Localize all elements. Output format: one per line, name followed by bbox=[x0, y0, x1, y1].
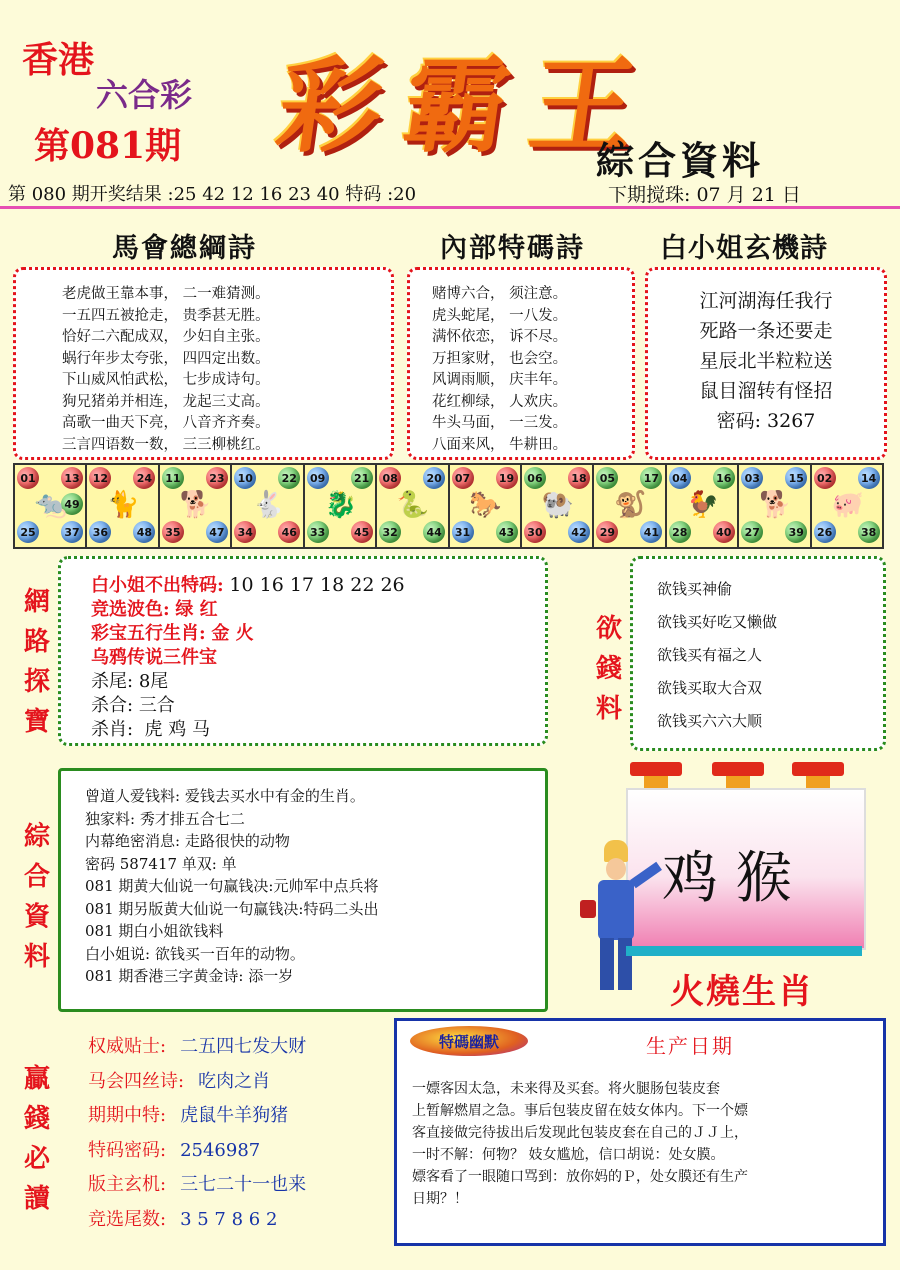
number-ball: 01 bbox=[17, 467, 39, 489]
number-ball: 20 bbox=[423, 467, 445, 489]
number-ball: 08 bbox=[379, 467, 401, 489]
joke-line: 日期？！ bbox=[412, 1191, 468, 1207]
zodiac-cell bbox=[232, 465, 302, 547]
number-ball: 49 bbox=[61, 493, 83, 515]
poem-line: 一五四五被抢走， 贵季甚无胜。 bbox=[62, 307, 270, 324]
money-box bbox=[630, 556, 886, 751]
number-ball: 35 bbox=[162, 521, 184, 543]
painter-icon bbox=[580, 840, 650, 1000]
number-ball: 29 bbox=[596, 521, 618, 543]
joke-line: 一嫖客因太急，未来得及买套。将火腿肠包装皮套 bbox=[412, 1081, 720, 1097]
must-read-row bbox=[88, 1134, 306, 1169]
joke-line: 一时不解：何物？ 妓女尴尬，信口胡说：处女膜。 bbox=[412, 1147, 725, 1163]
joke-line: 嫖客看了一眼随口骂到：放你妈的Ｐ，处女膜还有生产 bbox=[412, 1169, 748, 1185]
poem-line: 死路一条还要走 bbox=[699, 320, 833, 342]
vertical-label-char: 合 bbox=[23, 862, 50, 892]
kill-zodiac-label: 杀肖: bbox=[91, 719, 134, 740]
number-ball: 47 bbox=[206, 521, 228, 543]
poem-line: 鼠目溜转有怪招 bbox=[699, 380, 833, 402]
summary-item: 内幕绝密消息: 走路很快的动物 bbox=[85, 832, 290, 850]
must-read-list bbox=[88, 1030, 306, 1237]
number-ball: 44 bbox=[423, 521, 445, 543]
joke-line: 上暂解燃眉之急。事后包装皮留在妓女体内。下一个嫖 bbox=[412, 1103, 748, 1119]
monkey-icon: 🐒 bbox=[614, 490, 647, 520]
joke-badge-text: 特碼幽默 bbox=[438, 1032, 499, 1051]
poem-line: 蜗行年步太夸张， 四四定出数。 bbox=[62, 350, 270, 367]
number-ball: 45 bbox=[351, 521, 373, 543]
number-ball: 21 bbox=[351, 467, 373, 489]
number-ball: 46 bbox=[278, 521, 300, 543]
poem-line: 老虎做王靠本事， 二一难猜测。 bbox=[62, 286, 270, 302]
number-ball: 32 bbox=[379, 521, 401, 543]
number-ball: 23 bbox=[206, 467, 228, 489]
vertical-label-char: 綜 bbox=[23, 822, 50, 852]
poem-line: 风调雨顺， 庆丰年。 bbox=[432, 372, 568, 388]
number-ball: 34 bbox=[234, 521, 256, 543]
poem-line: 星辰北半粒粒送 bbox=[699, 350, 833, 372]
vertical-label-char: 欲 bbox=[595, 614, 622, 644]
number-ball: 14 bbox=[858, 467, 880, 489]
number-ball: 39 bbox=[785, 521, 807, 543]
rabbit-icon: 🐇 bbox=[252, 490, 285, 520]
poem-box-2 bbox=[407, 267, 635, 460]
number-ball: 28 bbox=[669, 521, 691, 543]
poem-line: 狗兄猪弟并相连， 龙起三丈高。 bbox=[62, 393, 270, 410]
poem-line: 满怀依恋， 诉不尽。 bbox=[432, 329, 568, 345]
vertical-label-char: 資 bbox=[23, 902, 50, 932]
poem-line: 牛头马面， 一三发。 bbox=[432, 415, 568, 431]
five-elements-value: 金 火 bbox=[211, 623, 254, 644]
number-ball: 41 bbox=[640, 521, 662, 543]
money-item: 欲钱买六六大顺 bbox=[657, 712, 763, 730]
must-read-key: 期期中特: bbox=[88, 1105, 167, 1126]
must-read-value: 三七二十一也来 bbox=[180, 1174, 307, 1195]
poem-line: 虎头蛇尾， 一八发。 bbox=[432, 307, 568, 324]
vertical-label-char: 錢 bbox=[595, 654, 622, 684]
summary-item: 081 期白小姐欲钱料 bbox=[85, 922, 224, 940]
poem-line: 三言四语数一数， 三三柳桃红。 bbox=[62, 436, 270, 453]
number-ball: 09 bbox=[307, 467, 329, 489]
vertical-label-char: 寶 bbox=[23, 707, 50, 737]
poem-box-1 bbox=[13, 267, 394, 460]
number-ball: 12 bbox=[89, 467, 111, 489]
must-read-row bbox=[88, 1065, 306, 1100]
pig-icon: 🐖 bbox=[831, 490, 864, 520]
must-read-key: 竞选尾数: bbox=[88, 1208, 167, 1230]
number-ball: 18 bbox=[568, 467, 590, 489]
money-item: 欲钱买有福之人 bbox=[657, 646, 763, 664]
joke-body bbox=[412, 1078, 748, 1210]
number-ball: 33 bbox=[307, 521, 329, 543]
poem-line: 赌博六合， 须注意。 bbox=[432, 286, 568, 302]
number-ball: 48 bbox=[133, 521, 155, 543]
poem-line: 下山威风怕武松， 七步成诗句。 bbox=[62, 372, 270, 388]
vertical-label-char: 必 bbox=[23, 1144, 50, 1174]
kill-tail-value: 8尾 bbox=[138, 671, 169, 692]
must-read-row bbox=[88, 1030, 306, 1065]
vertical-label-char: 贏 bbox=[23, 1064, 50, 1094]
summary-item: 白小姐说: 欲钱买一百年的动物。 bbox=[85, 944, 305, 963]
fire-zodiac-caption: 火燒生肖 bbox=[670, 972, 814, 1012]
net-treasure-box bbox=[58, 556, 548, 746]
vertical-label-char: 讀 bbox=[23, 1184, 50, 1214]
must-read-row bbox=[88, 1099, 306, 1134]
joke-line: 客直接做完待拔出后发现此包装皮套在自己的ＪＪ上， bbox=[412, 1125, 748, 1141]
zodiac-cell bbox=[377, 465, 447, 547]
number-ball: 42 bbox=[568, 521, 590, 543]
rooster-icon: 🐓 bbox=[686, 490, 719, 520]
dragon-icon: 🐉 bbox=[324, 490, 357, 520]
number-ball: 37 bbox=[61, 521, 83, 543]
must-read-key: 权威贴士: bbox=[88, 1036, 167, 1057]
zodiac-cell bbox=[160, 465, 230, 547]
number-ball: 16 bbox=[713, 467, 735, 489]
poem-heading-3: 白小姐玄機詩 bbox=[660, 233, 828, 264]
must-read-key: 特码密码: bbox=[88, 1139, 167, 1161]
poem-line: 万担家财， 也会空。 bbox=[432, 350, 568, 367]
must-read-row bbox=[88, 1203, 306, 1238]
no-special-value: 10 16 17 18 22 26 bbox=[229, 574, 405, 596]
money-item: 欲钱买好吃又懒做 bbox=[657, 613, 778, 631]
kill-tail-label: 杀尾: bbox=[91, 671, 134, 692]
number-ball: 02 bbox=[814, 467, 836, 489]
number-ball: 27 bbox=[741, 521, 763, 543]
summary-item: 密码 587417 单双: 单 bbox=[85, 854, 237, 873]
zodiac-cell bbox=[15, 465, 85, 547]
money-item: 欲钱买神偷 bbox=[657, 580, 733, 598]
summary-item: 081 期香港三字黄金诗: 添一岁 bbox=[85, 967, 294, 985]
horse-icon: 🐎 bbox=[469, 490, 502, 520]
poem-heading-1: 馬會總綱詩 bbox=[112, 233, 257, 264]
brand-hk: 香港 bbox=[22, 39, 95, 81]
summary-item: 独家料: 秀才排五合七二 bbox=[85, 809, 245, 828]
zodiac-number-table bbox=[13, 463, 884, 549]
joke-title: 生产日期 bbox=[646, 1034, 734, 1058]
must-read-value: 吃肉之肖 bbox=[198, 1070, 271, 1092]
zodiac-cell bbox=[450, 465, 520, 547]
must-read-value: 2546987 bbox=[180, 1139, 261, 1161]
must-read-key: 马会四丝诗: bbox=[88, 1070, 185, 1092]
must-read-value: 虎鼠牛羊狗猪 bbox=[180, 1105, 289, 1126]
number-ball: 05 bbox=[596, 467, 618, 489]
number-ball: 03 bbox=[741, 467, 763, 489]
number-ball: 07 bbox=[452, 467, 474, 489]
number-ball: 36 bbox=[89, 521, 111, 543]
kill-combo-label: 杀合: bbox=[91, 695, 134, 716]
summary-label bbox=[20, 820, 54, 980]
page-subtitle: 綜合資料 bbox=[596, 138, 765, 183]
joke-badge bbox=[410, 1026, 528, 1056]
poem-heading-2: 內部特碼詩 bbox=[440, 233, 585, 264]
number-ball: 06 bbox=[524, 467, 546, 489]
number-ball: 19 bbox=[496, 467, 518, 489]
zodiac-cell bbox=[522, 465, 592, 547]
number-ball: 04 bbox=[669, 467, 691, 489]
number-ball: 40 bbox=[713, 521, 735, 543]
poem-line: 江河湖海任我行 bbox=[699, 290, 833, 312]
zodiac-cell bbox=[667, 465, 737, 547]
number-ball: 10 bbox=[234, 467, 256, 489]
number-ball: 26 bbox=[814, 521, 836, 543]
zodiac-cell bbox=[87, 465, 157, 547]
fire-zodiac-board-text: 鸡 猴 bbox=[662, 846, 792, 911]
number-ball: 13 bbox=[61, 467, 83, 489]
number-ball: 43 bbox=[496, 521, 518, 543]
summary-box bbox=[58, 768, 548, 1012]
money-label bbox=[592, 612, 626, 732]
money-item: 欲钱买取大合双 bbox=[657, 679, 763, 697]
brand-lhc: 六合彩 bbox=[96, 76, 193, 114]
number-ball: 25 bbox=[17, 521, 39, 543]
vertical-label-char: 網 bbox=[23, 587, 50, 617]
net-treasure-label bbox=[20, 585, 54, 745]
poem-line: 八面来风， 牛耕田。 bbox=[432, 436, 568, 453]
number-ball: 11 bbox=[162, 467, 184, 489]
poem-line: 恰好二六配成双， 少妇自主张。 bbox=[62, 329, 270, 345]
number-ball: 31 bbox=[452, 521, 474, 543]
last-result: 第 080 期开奖结果 :25 42 12 16 23 40 特码 :20 bbox=[8, 184, 417, 205]
poem-1-lines bbox=[62, 284, 391, 456]
vertical-label-char: 錢 bbox=[23, 1104, 50, 1134]
snake-icon: 🐍 bbox=[396, 490, 430, 520]
number-ball: 17 bbox=[640, 467, 662, 489]
five-elements-label: 彩宝五行生肖: bbox=[91, 623, 206, 644]
must-read-key: 版主玄机: bbox=[88, 1174, 167, 1195]
crow-legend: 乌鸦传说三件宝 bbox=[91, 647, 217, 668]
number-ball: 30 bbox=[524, 521, 546, 543]
vertical-label-char: 路 bbox=[23, 627, 50, 657]
no-special-label: 白小姐不出特码: bbox=[91, 575, 224, 596]
zodiac-cell bbox=[812, 465, 882, 547]
sheep-icon: 🐏 bbox=[541, 490, 575, 520]
rat-icon: 🐀 bbox=[34, 490, 68, 520]
issue-number: 第081期 bbox=[34, 125, 182, 167]
vertical-label-char: 料 bbox=[23, 942, 50, 972]
zodiac-cell bbox=[594, 465, 664, 547]
must-read-row bbox=[88, 1168, 306, 1203]
dog2-icon: 🐕 bbox=[759, 490, 792, 520]
number-ball: 15 bbox=[785, 467, 807, 489]
summary-item: 081 期另版黄大仙说一句赢钱决:特码二头出 bbox=[85, 899, 379, 918]
dog-icon: 🐕 bbox=[179, 490, 213, 520]
poem-line: 高歌一曲天下亮， 八音齐齐奏。 bbox=[62, 415, 270, 431]
zodiac-cell bbox=[305, 465, 375, 547]
summary-item: 081 期黄大仙说一句赢钱决:元帅军中点兵将 bbox=[85, 877, 379, 895]
poem-line: 花红柳绿， 人欢庆。 bbox=[432, 393, 568, 410]
kill-combo-value: 三合 bbox=[138, 695, 175, 716]
kill-zodiac-value: 虎 鸡 马 bbox=[144, 719, 210, 740]
number-ball: 22 bbox=[278, 467, 300, 489]
number-ball: 24 bbox=[133, 467, 155, 489]
must-read-value: 3 5 7 8 6 2 bbox=[180, 1208, 278, 1230]
zodiac-cell bbox=[739, 465, 809, 547]
must-read-label bbox=[20, 1062, 54, 1222]
header-divider bbox=[0, 206, 900, 209]
page-title: 彩霸王 bbox=[270, 44, 666, 167]
vertical-label-char: 探 bbox=[23, 667, 50, 697]
cat-icon: 🐈 bbox=[107, 490, 140, 520]
wave-color-value: 绿 红 bbox=[175, 599, 218, 620]
vertical-label-char: 料 bbox=[595, 694, 622, 724]
poem-line: 密码: 3267 bbox=[716, 410, 816, 432]
wave-color-label: 竞选波色: bbox=[91, 599, 170, 620]
poem-box-3 bbox=[645, 267, 887, 460]
summary-item: 曾道人爱钱料: 爱钱去买水中有金的生肖。 bbox=[85, 787, 365, 805]
number-ball: 38 bbox=[858, 521, 880, 543]
must-read-value: 二五四七发大财 bbox=[180, 1036, 307, 1057]
next-draw-date: 下期搅珠: 07 月 21 日 bbox=[608, 184, 801, 206]
